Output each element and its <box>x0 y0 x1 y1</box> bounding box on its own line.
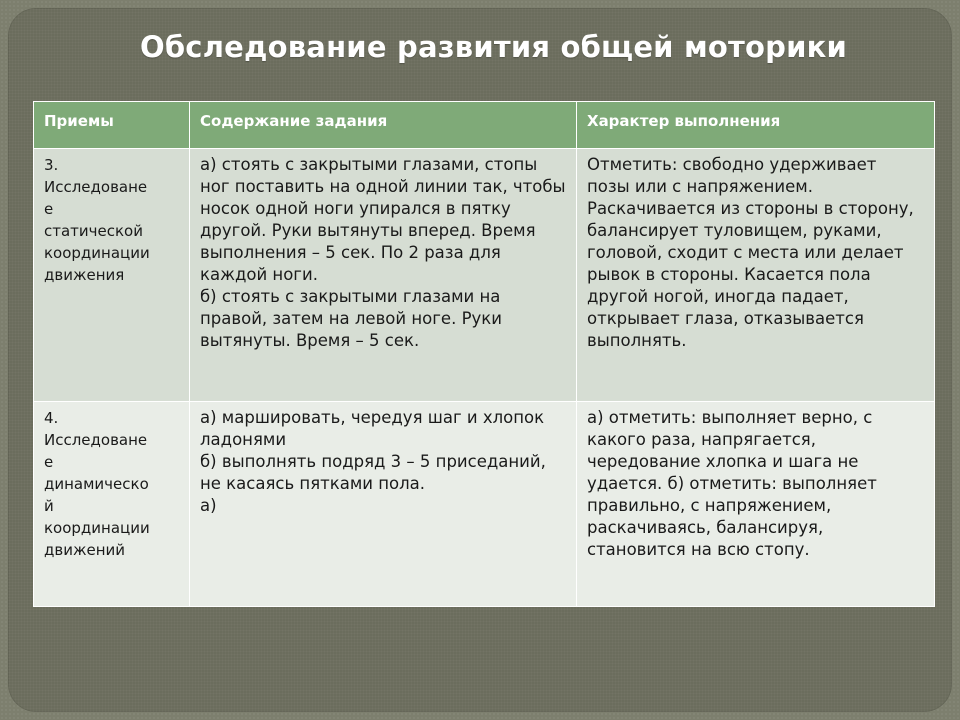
task-item: б) стоять с закрытыми глазами на правой, затем на левой ноге. Руки вытянуты. Время – 5 сек. <box>200 287 502 350</box>
method-line: е <box>44 453 54 471</box>
method-line: 3. <box>44 156 59 174</box>
task-content-cell <box>190 402 577 607</box>
method-line: статической <box>44 222 143 240</box>
task-item: а) маршировать, чередуя шаг и хлопок ладонями <box>200 408 545 449</box>
performance-character-cell: Отметить: свободно удерживает позы или с напряжением. Раскачивается из стороны в сторону, балансирует туловищем, руками, головой, сходит с места или делает рывок в стороны. Касается пола другой ногой, иногда падает, открывает глаза, отказывается выполнять. <box>577 149 935 402</box>
performance-character-cell: а) отметить: выполняет верно, с какого раза, напрягается, чередование хлопка и шага не удается. б) отметить: выполняет правильно, с напряжением, раскачиваясь, балансируя, становится на всю стопу. <box>577 402 935 607</box>
method-line: движения <box>44 266 125 284</box>
header-methods: Приемы <box>34 102 190 149</box>
table-row <box>34 149 935 402</box>
table-row <box>34 402 935 607</box>
method-line: движений <box>44 541 126 559</box>
assessment-table <box>33 101 935 607</box>
method-line: координации <box>44 244 150 262</box>
method-line: й <box>44 497 54 515</box>
header-task-content: Содержание задания <box>190 102 577 149</box>
task-content-cell <box>190 149 577 402</box>
method-line: 4. <box>44 409 59 427</box>
method-line: Исследоване <box>44 178 148 196</box>
method-line: е <box>44 200 54 218</box>
slide-title: Обследование развития общей моторики <box>140 30 848 64</box>
method-line: динамическо <box>44 475 149 493</box>
task-item: б) выполнять подряд 3 – 5 приседаний, не касаясь пятками пола. <box>200 452 546 493</box>
table-header-row <box>34 102 935 149</box>
method-line: координации <box>44 519 150 537</box>
method-cell <box>34 149 190 402</box>
method-line: Исследоване <box>44 431 148 449</box>
method-cell <box>34 402 190 607</box>
header-performance-character: Характер выполнения <box>577 102 935 149</box>
task-item: а) <box>200 496 217 515</box>
task-item: а) стоять с закрытыми глазами, стопы ног поставить на одной линии так, чтобы носок одной ноги упирался в пятку другой. Руки вытянуты вперед. Время выполнения – 5 сек. По 2 раза для каждой ноги. <box>200 155 566 284</box>
